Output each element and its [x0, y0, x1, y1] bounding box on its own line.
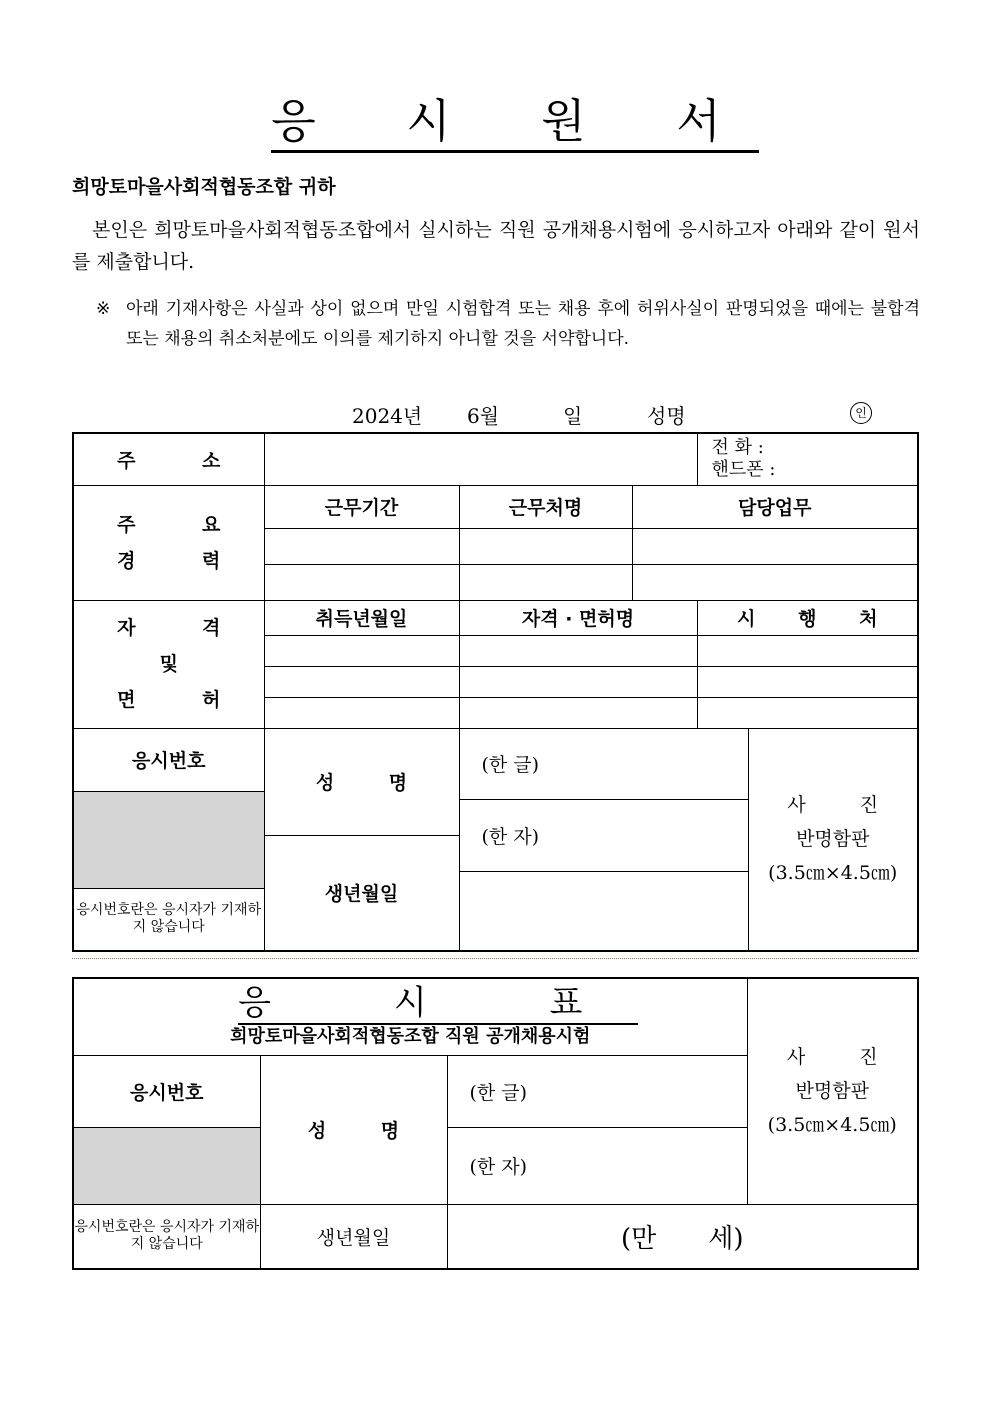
- ticket-exam-number-label: 응시번호: [73, 1055, 260, 1127]
- pledge-text: 아래 기재사항은 사실과 상이 없으며 만일 시험합격 또는 채용 후에 허위사실이 판명되었을 때에는 불합격 또는 채용의 취소처분에도 이의를 제기하지 아니할 것을 서약합니다.: [126, 299, 920, 349]
- ticket-header: [73, 978, 747, 1055]
- photo-box: 사 진 반명함판 (3.5㎝×4.5㎝): [748, 728, 918, 951]
- license-date-cell[interactable]: [264, 666, 459, 697]
- license-issuer-cell[interactable]: [697, 697, 918, 728]
- date-day: 일: [563, 404, 583, 428]
- address-label: 주 소: [73, 433, 264, 485]
- address-field[interactable]: [264, 433, 697, 485]
- intro-paragraph: 본인은 희망토마을사회적협동조합에서 실시하는 직원 공개채용시험에 응시하고자 아래와 같이 원서를 제출합니다.: [72, 219, 920, 273]
- cut-line: [72, 958, 917, 959]
- license-date-cell[interactable]: [264, 635, 459, 666]
- license-issuer-cell[interactable]: [697, 635, 918, 666]
- pledge-notice: [96, 294, 920, 354]
- career-header-duties: 담당업무: [632, 485, 918, 528]
- birth-date-field[interactable]: [459, 871, 748, 951]
- career-period-cell[interactable]: [264, 528, 459, 564]
- phone-field[interactable]: [697, 433, 918, 485]
- exam-ticket-table: [72, 977, 919, 1270]
- page-title: 응 시 원 서: [0, 92, 992, 150]
- license-header-name: 자격 · 면허명: [459, 600, 697, 635]
- phone-label: 전 화 :: [711, 437, 764, 459]
- career-duties-cell[interactable]: [632, 528, 918, 564]
- career-workplace-cell[interactable]: [459, 528, 632, 564]
- name-hangul-field[interactable]: (한 글): [459, 728, 748, 799]
- reference-mark: ※: [96, 299, 111, 319]
- ticket-exam-number-note: 응시번호란은 응시자가 기재하지 않습니다: [73, 1204, 260, 1269]
- birth-date-label: 생년월일: [264, 835, 459, 951]
- date-month: 6월: [467, 404, 500, 428]
- ticket-photo-box: 사 진 반명함판 (3.5㎝×4.5㎝): [747, 978, 918, 1204]
- ticket-title: 응 시 표: [238, 982, 639, 1023]
- ticket-subtitle: 희망토마을사회적협동조합 직원 공개채용시험: [230, 1025, 591, 1047]
- name-label: 성 명: [264, 728, 459, 835]
- career-label: 주 요 경 력: [73, 485, 264, 600]
- ticket-name-hangul-field[interactable]: (한 글): [447, 1055, 747, 1127]
- ticket-age-field[interactable]: (만 세): [447, 1204, 918, 1269]
- career-workplace-cell[interactable]: [459, 564, 632, 600]
- license-name-cell[interactable]: [459, 635, 697, 666]
- mobile-label: 핸드폰 :: [711, 459, 776, 481]
- signature-name-label: 성명: [647, 404, 686, 428]
- career-header-period: 근무기간: [264, 485, 459, 528]
- license-issuer-cell[interactable]: [697, 666, 918, 697]
- license-date-cell[interactable]: [264, 697, 459, 728]
- addressee: 희망토마을사회적협동조합 귀하: [72, 176, 336, 198]
- license-label: 자 격 및 면 허: [73, 600, 264, 728]
- ticket-name-label: 성 명: [260, 1055, 447, 1204]
- license-name-cell[interactable]: [459, 697, 697, 728]
- ticket-birth-date-label: 생년월일: [260, 1204, 447, 1269]
- exam-number-field: [73, 791, 264, 888]
- license-header-date: 취득년월일: [264, 600, 459, 635]
- ticket-name-hanja-field[interactable]: (한 자): [447, 1127, 747, 1204]
- career-period-cell[interactable]: [264, 564, 459, 600]
- ticket-exam-number-field: [73, 1127, 260, 1204]
- license-header-issuer: 시 행 처: [697, 600, 918, 635]
- name-hanja-field[interactable]: (한 자): [459, 799, 748, 871]
- date-year: 2024년: [352, 404, 423, 428]
- exam-number-note: 응시번호란은 응시자가 기재하지 않습니다: [73, 888, 264, 951]
- career-duties-cell[interactable]: [632, 564, 918, 600]
- career-header-workplace: 근무처명: [459, 485, 632, 528]
- application-form-table: [72, 432, 919, 952]
- exam-number-label: 응시번호: [73, 728, 264, 791]
- license-name-cell[interactable]: [459, 666, 697, 697]
- seal-mark: 인: [850, 402, 872, 424]
